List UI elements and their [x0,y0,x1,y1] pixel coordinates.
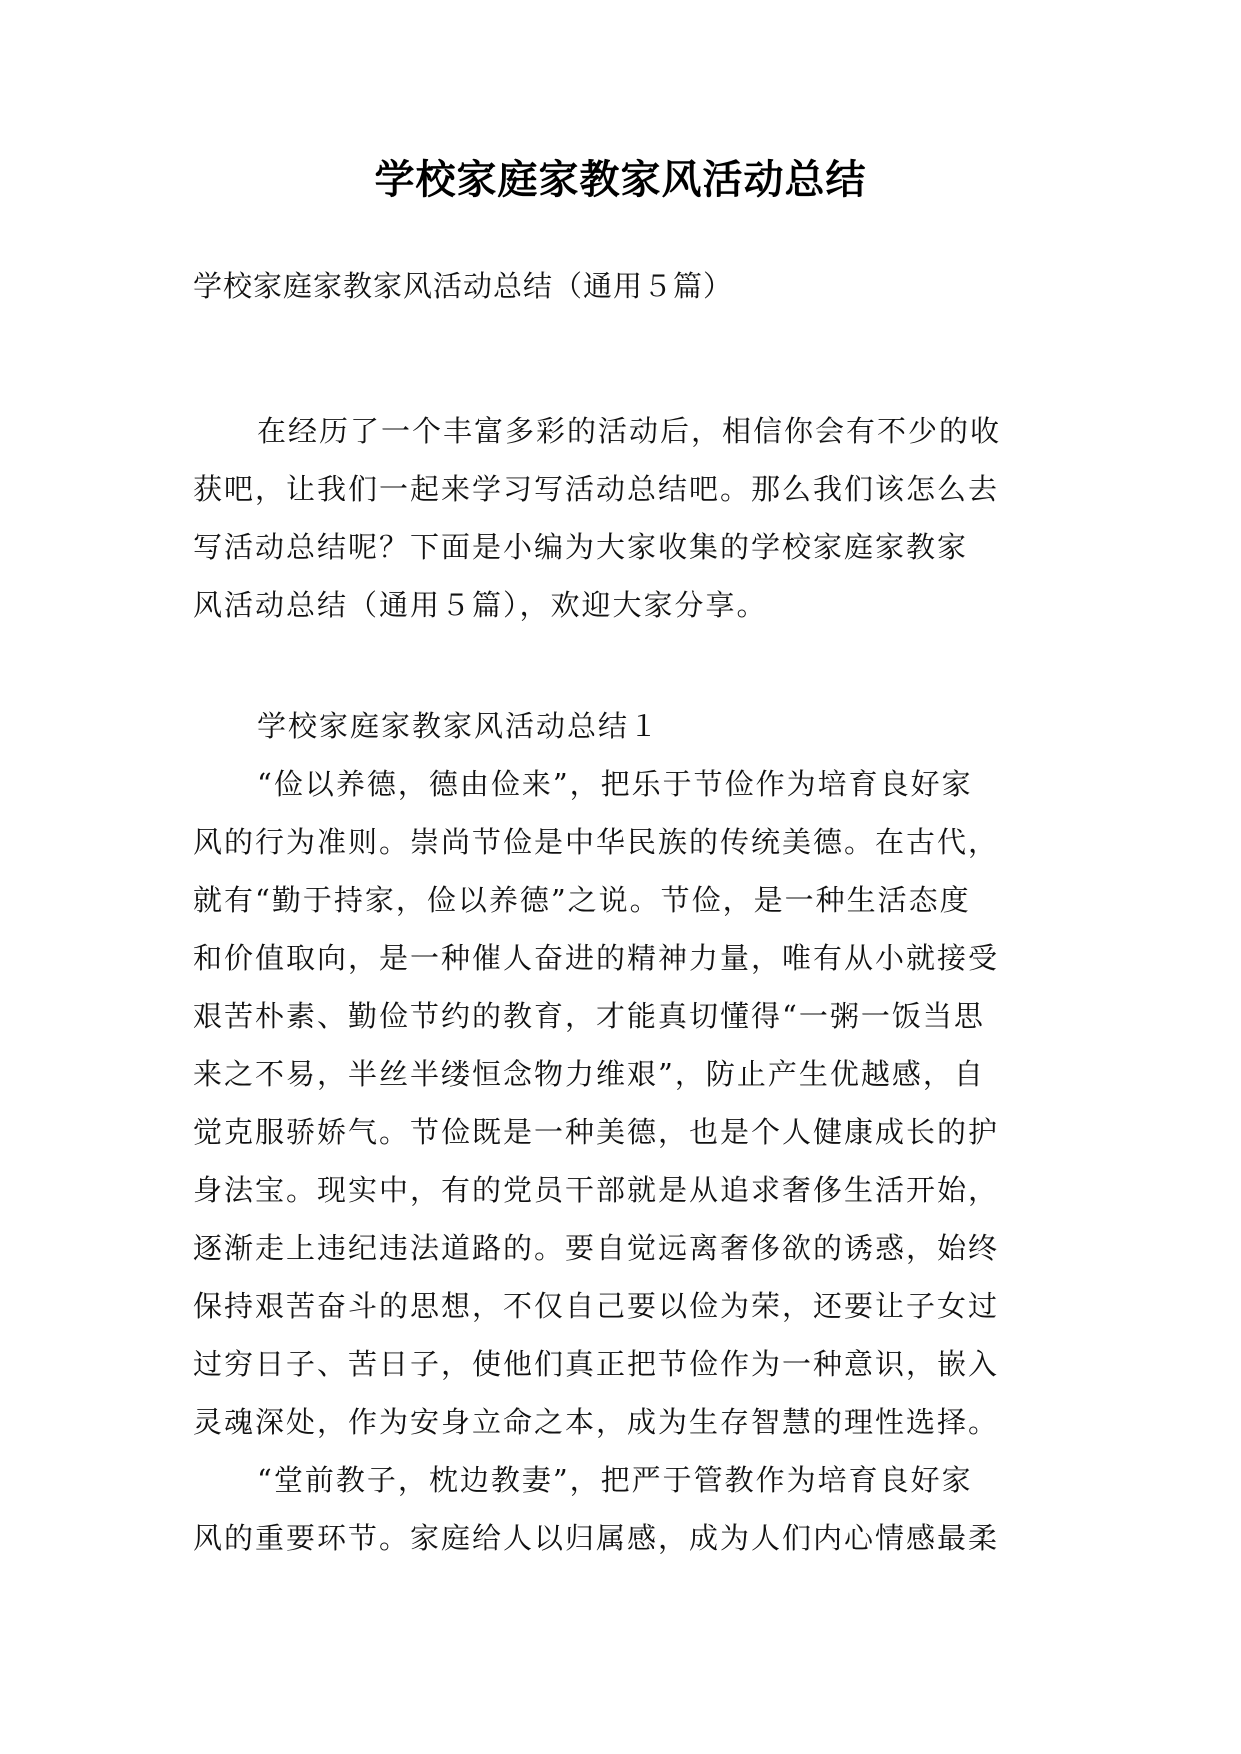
text-line: “俭以养德，德由俭来”，把乐于节俭作为培育良好家 [257,767,973,801]
text-line: 过穷日子、苦日子，使他们真正把节俭作为一种意识，嵌入 [193,1347,1000,1381]
text-line: 逐渐走上违纪违法道路的。要自觉远离奢侈欲的诱惑，始终 [193,1231,1000,1265]
text-line: 灵魂深处，作为安身立命之本，成为生存智慧的理性选择。 [193,1405,1000,1439]
document-title: 学校家庭家教家风活动总结 [374,157,867,203]
text-line: “堂前教子，枕边教妻”，把严于管教作为培育良好家 [257,1463,973,1497]
text-line: 来之不易，半丝半缕恒念物力维艰”，防止产生优越感，自 [193,1057,985,1091]
text-line: 在经历了一个丰富多彩的活动后，相信你会有不少的收 [257,414,1002,448]
document-subtitle: 学校家庭家教家风活动总结（通用５篇） [193,269,734,303]
text-line: 身法宝。现实中，有的党员干部就是从追求奢侈生活开始， [193,1173,1000,1207]
text-line: 艰苦朴素、勤俭节约的教育，才能真切懂得“一粥一饭当思 [193,999,985,1033]
text-line: 风的行为准则。崇尚节俭是中华民族的传统美德。在古代， [193,825,1000,859]
text-line: 风的重要环节。家庭给人以归属感，成为人们内心情感最柔 [193,1521,1000,1555]
section-heading: 学校家庭家教家风活动总结１ [257,709,661,743]
text-line: 觉克服骄娇气。节俭既是一种美德，也是个人健康成长的护 [193,1115,1000,1149]
text-line: 写活动总结呢？下面是小编为大家收集的学校家庭家教家 [193,530,969,564]
text-line: 和价值取向，是一种催人奋进的精神力量，唯有从小就接受 [193,941,1000,975]
section-1 [193,697,1053,1567]
text-line: 获吧，让我们一起来学习写活动总结吧。那么我们该怎么去 [193,472,1000,506]
text-line: 保持艰苦奋斗的思想，不仅自己要以俭为荣，还要让子女过 [193,1289,1000,1323]
text-line: 风活动总结（通用５篇），欢迎大家分享。 [193,588,768,622]
text-line: 就有“勤于持家，俭以养德”之说。节俭，是一种生活态度 [193,883,971,917]
paragraph-2 [193,1451,1053,1567]
intro-paragraph [193,402,1053,634]
paragraph-1 [193,755,1053,1451]
